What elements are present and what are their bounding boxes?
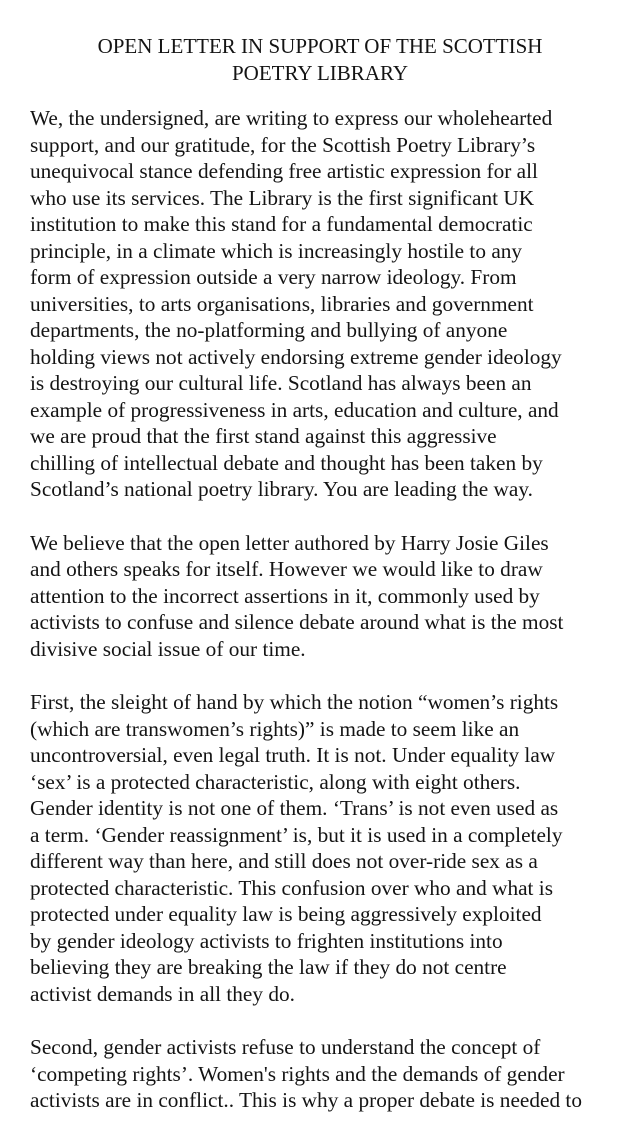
text-line: activists to confuse and silence debate around what is the most <box>30 610 564 634</box>
text-line: Scotland’s national poetry library. You are leading the way. <box>30 477 533 501</box>
text-line: a term. ‘Gender reassignment’ is, but it is used in a completely <box>30 822 563 847</box>
text-line: form of expression outside a very narrow ideology. From <box>30 265 517 289</box>
text-line: departments, the no-platforming and bullying of anyone <box>30 318 508 342</box>
text-line: uncontroversial, even legal truth. It is not. Under equality law <box>30 743 556 767</box>
text-line: support, and our gratitude, for the Scottish Poetry Library’s <box>30 132 536 157</box>
text-line: ‘competing rights’. Women's rights and the demands of gender <box>30 1061 565 1086</box>
title-line: OPEN LETTER IN SUPPORT OF THE SCOTTISH <box>97 34 543 58</box>
text-line: attention to the incorrect assertions in it, commonly used by <box>30 583 540 608</box>
text-line: activists are in conflict.. This is why a proper debate is needed to <box>30 1088 582 1112</box>
paragraph-open-letter <box>0 530 640 663</box>
paragraph-support <box>0 105 640 503</box>
text-line: and others speaks for itself. However we would like to draw <box>30 557 543 581</box>
paragraph-first-point <box>0 689 640 1007</box>
paragraph-second-point <box>0 1034 640 1114</box>
title-line: POETRY LIBRARY <box>232 61 408 85</box>
text-line: institution to make this stand for a fundamental democratic <box>30 212 533 236</box>
text-line: example of progressiveness in arts, education and culture, and <box>30 397 559 422</box>
text-line: by gender ideology activists to frighten institutions into <box>30 928 503 953</box>
text-line: chilling of intellectual debate and thought has been taken by <box>30 450 543 475</box>
text-line: Gender identity is not one of them. ‘Trans’ is not even used as <box>30 796 559 820</box>
text-line: believing they are breaking the law if they do not centre <box>30 955 507 979</box>
text-line: holding views not actively endorsing extreme gender ideology <box>30 344 562 369</box>
text-line: (which are transwomen’s rights)” is made to seem like an <box>30 716 520 741</box>
text-line: principle, in a climate which is increasingly hostile to any <box>30 238 523 263</box>
text-line: is destroying our cultural life. Scotland has always been an <box>30 371 532 395</box>
text-line: unequivocal stance defending free artistic expression for all <box>30 159 538 183</box>
text-line: Second, gender activists refuse to understand the concept of <box>30 1035 541 1059</box>
text-line: we are proud that the first stand against this aggressive <box>30 424 497 448</box>
text-line: divisive social issue of our time. <box>30 636 306 661</box>
text-line: protected characteristic. This confusion over who and what is <box>30 875 553 900</box>
text-line: ‘sex’ is a protected characteristic, along with eight others. <box>30 769 521 794</box>
letter-title <box>0 33 640 87</box>
text-line: We, the undersigned, are writing to express our wholehearted <box>30 106 553 130</box>
text-line: First, the sleight of hand by which the notion “women’s rights <box>30 690 559 714</box>
text-line: universities, to arts organisations, libraries and government <box>30 291 534 316</box>
text-line: protected under equality law is being aggressively exploited <box>30 902 542 926</box>
text-line: We believe that the open letter authored by Harry Josie Giles <box>30 530 549 555</box>
text-line: who use its services. The Library is the first significant UK <box>30 185 535 210</box>
text-line: activist demands in all they do. <box>30 981 295 1006</box>
text-line: different way than here, and still does not over-ride sex as a <box>30 849 538 873</box>
